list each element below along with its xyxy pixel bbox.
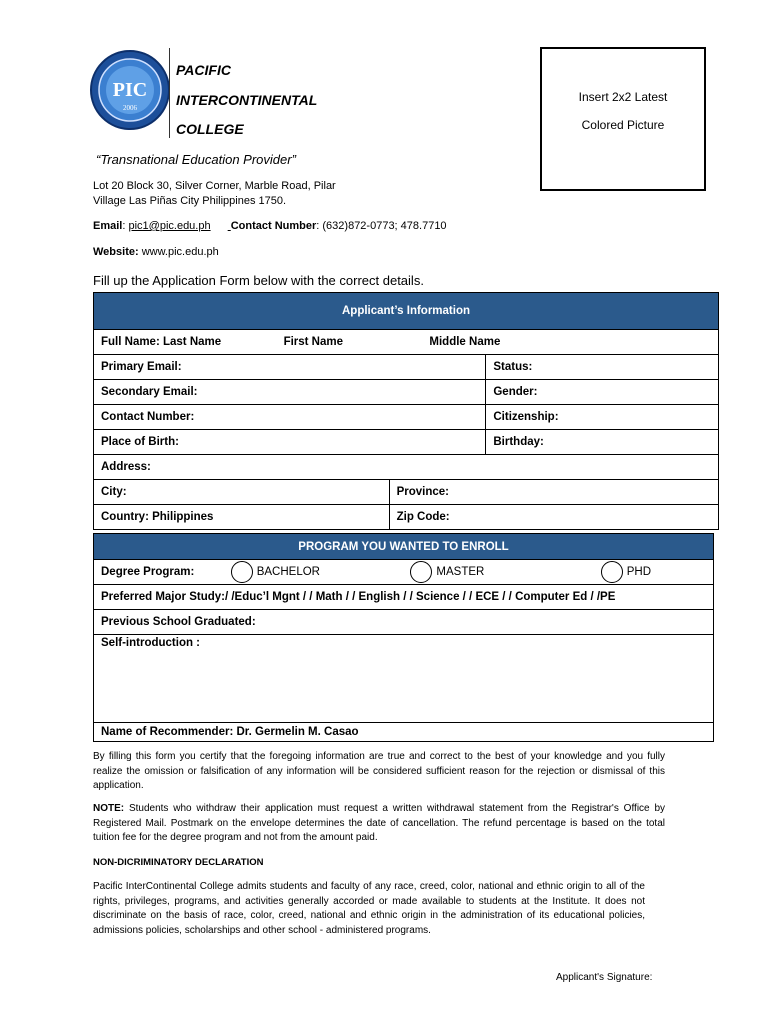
website-label: Website: (93, 246, 139, 258)
college-name-line1: PACIFIC (176, 62, 231, 78)
phd-radio-icon (601, 561, 623, 583)
bachelor-label: BACHELOR (256, 566, 320, 579)
photo-box-line2: Colored Picture (581, 118, 665, 132)
middle-name-label: Middle Name (429, 336, 501, 348)
applicant-info-table (93, 292, 719, 530)
gender-field[interactable]: Gender: (486, 380, 719, 405)
nondiscrimination-paragraph: Pacific InterContinental College admits students and faculty of any race, creed, color, national and ethnic origin to all of the rights, privileges, programs, and activities generally accorded or made available to students at the Institute. It does not discriminate on the basis of race, color, creed, national and ethnic origin in the administration of its educational policies, admissions policies, scholarships and other school - administered programs. (93, 881, 645, 936)
address-line2: Village Las Piñas City Philippines 1750. (93, 195, 287, 207)
nondiscrimination-title: NON-DICRIMINATORY DECLARATION (93, 857, 264, 868)
citizenship-field[interactable]: Citizenship: (486, 405, 719, 430)
address-line1: Lot 20 Block 30, Silver Corner, Marble Road, Pilar (93, 180, 336, 192)
bachelor-radio-icon (231, 561, 253, 583)
photo-box-line1: Insert 2x2 Latest (578, 90, 668, 104)
place-of-birth-field[interactable]: Place of Birth: (94, 430, 486, 455)
secondary-email-field[interactable]: Secondary Email: (94, 380, 486, 405)
website-row (93, 246, 219, 258)
email-label: Email (93, 220, 123, 232)
note-paragraph (93, 802, 665, 846)
college-name-line2: INTERCONTINENTAL (176, 92, 318, 108)
seal-year: 2006 (123, 104, 137, 112)
address-field[interactable]: Address: (94, 455, 719, 480)
first-name-label: First Name (283, 336, 343, 348)
master-label: MASTER (436, 566, 485, 579)
program-header: PROGRAM YOU WANTED TO ENROLL (94, 534, 714, 560)
college-seal-logo (90, 50, 170, 130)
city-field[interactable]: City: (94, 480, 390, 505)
previous-school-field[interactable]: Previous School Graduated: (94, 610, 714, 635)
self-introduction-field[interactable]: Self-introduction : (94, 635, 714, 723)
zip-code-field[interactable]: Zip Code: (389, 505, 718, 530)
tagline: “Transnational Education Provider” (96, 152, 296, 167)
recommender-field[interactable]: Name of Recommender: Dr. Germelin M. Casao (94, 723, 714, 742)
preferred-major-field[interactable]: Preferred Major Study:/ /Educ’l Mgnt / / Math / / English / / Science / / ECE / / Computer Ed / /PE (94, 585, 714, 610)
last-name-label: Full Name: Last Name (101, 336, 222, 348)
website-value: www.pic.edu.ph (141, 246, 219, 258)
certification-paragraph: By filling this form you certify that the foregoing information are true and correct to the best of your knowledge and you fully realize the omission or falsification of any information will be considered sufficient reason for the rejection or dismissal of this application. (93, 751, 665, 791)
bachelor-option[interactable] (231, 561, 320, 583)
note-text: Students who withdraw their application must request a written withdrawal statement from the Registrar's Office by Registered Mail. Postmark on the envelope determines the date of cancellation. The refund percentage is based on the total tuition fee for the degree program and not from the amount paid. (93, 803, 665, 843)
email-link[interactable]: pic1@pic.edu.ph (128, 220, 211, 232)
photo-box[interactable] (540, 47, 706, 191)
header-divider (169, 48, 170, 138)
program-table (93, 533, 714, 742)
contact-number-field[interactable]: Contact Number: (94, 405, 486, 430)
degree-program-row (94, 560, 714, 585)
college-name-line3: COLLEGE (176, 121, 244, 137)
full-name-field[interactable] (94, 330, 719, 355)
form-intro: Fill up the Application Form below with the correct details. (93, 273, 424, 288)
status-field[interactable]: Status: (486, 355, 719, 380)
country-field[interactable]: Country: Philippines (94, 505, 390, 530)
contact-value: : (632)872-0773; 478.7710 (316, 220, 447, 232)
phd-option[interactable] (601, 561, 651, 583)
degree-program-label: Degree Program: (101, 566, 195, 579)
birthday-field[interactable]: Birthday: (486, 430, 719, 455)
phd-label: PHD (626, 566, 652, 579)
seal-letters: PIC (112, 79, 148, 101)
applicant-info-header: Applicant’s Information (94, 293, 719, 330)
contact-label: Contact Number (230, 220, 317, 232)
applicant-signature-label: Applicant's Signature: (556, 972, 653, 983)
note-label: NOTE: (93, 803, 125, 814)
master-radio-icon (410, 561, 432, 583)
province-field[interactable]: Province: (389, 480, 718, 505)
contact-row: Email: pic1@pic.edu.ph Contact Number: (632)872-0773; 478.7710 (93, 220, 447, 232)
master-option[interactable] (410, 561, 484, 583)
primary-email-field[interactable]: Primary Email: (94, 355, 486, 380)
